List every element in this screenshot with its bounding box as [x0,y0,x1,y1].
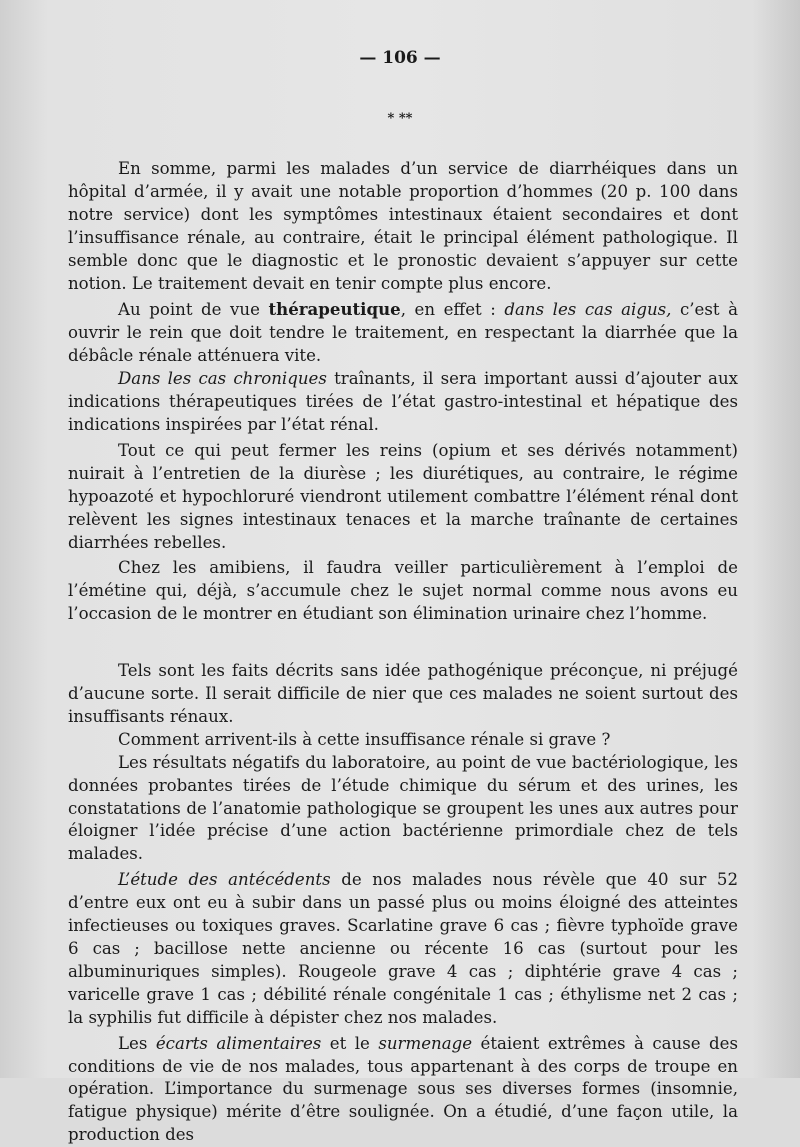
text-run: étaient extrêmes à cause des conditions de vie de nos malades, tous appartenant à des corps de troupe en opération. L’importance du surmenage sous ses diverses formes (insomnie, fatigue physique) mérite d’être soulignée. On a étudié, d’une façon utile, la production des [68,1033,738,1145]
text-run: traînants, il sera important aussi d’ajouter aux indications thérapeutiques tirées de l’état gastro-intestinal et hépatique des indications inspirées par l’état rénal. [68,369,738,434]
page-number: — 106 — [359,48,441,68]
paragraph: Comment arrivent-ils à cette insuffisance rénale si grave ? [118,729,611,749]
paragraph: En somme, parmi les malades d’un service de diarrhéiques dans un hôpital d’armée, il y avait une notable proportion d’hommes (20 p. 100 dans notre service) dont les symptômes intestinaux étaient secondaires et dont l’insuffisance rénale, au contraire, était le principal élément pathologique. Il semble donc que le diagnostic et le pronostic devaient s’appuyer sur cette notion. Le traitement devait en tenir compte plus encore. [68,159,738,293]
italic-text: surmenage [378,1033,473,1053]
italic-text: L’étude des antécédents [118,870,331,890]
paragraph: Chez les amibiens, il faudra veiller particulièrement à l’emploi de l’émétine qui, déjà, s’accumule chez le sujet normal comme nous avons eu l’occasion de le montrer en étudiant son élimination urinaire chez l’homme. [68,558,738,624]
paragraph [68,1033,738,1147]
text-run: c’est à ouvrir le rein que doit tendre le traitement, en respectant la diarrhée que la débâcle rénale atténuera vite. [68,300,739,366]
paragraph: Tout ce qui peut fermer les reins (opium et ses dérivés notamment) nuirait à l’entretien de la diurèse ; les diurétiques, au contraire, le régime hypoazoté et hypochloruré viendront utilement combattre l’élément rénal dont relèvent les signes intestinaux tenaces et la marche traînante de certaines diarrhées rebelles. [68,440,738,552]
paragraph [68,869,738,1029]
italic-text: dans les cas aigus, [504,300,672,320]
section-separator [0,113,800,124]
bold-text: thérapeutique [268,299,401,320]
text-run: et le [321,1033,379,1053]
paragraph: Les résultats négatifs du laboratoire, au point de vue bactériologique, les données probantes tirées de l’étude chimique du sérum et des urines, les constatations de l’anatomie pathologique se groupent les unes aux autres pour éloigner l’idée précise d’une action bactérienne primordiale chez de tels malades. [68,752,738,864]
italic-text: Dans les cas chroniques [118,369,327,389]
body-text [68,158,738,1147]
separator-asterisks: * ** [387,111,413,126]
text-run: , en effet : [400,300,505,320]
text-run: Les [118,1033,156,1053]
italic-text: écarts alimentaires [155,1033,322,1053]
text-run: de nos malades nous révèle que 40 sur 52 d’entre eux ont eu à subir dans un passé plus ou moins éloigné des atteintes infectieuses ou toxiques graves. Scarlatine grave 6 cas ; fièvre typhoïde grave 6 cas ; bacillose nette ancienne ou récente 16 cas (surtout pour les albuminuriques simples). Rougeole grave 4 cas ; diphtérie grave 4 cas ; varicelle grave 1 cas ; débilité rénale congénitale 1 cas ; éthylisme net 2 cas ; la syphilis fut difficile à dépister chez nos malades. [68,870,739,1027]
paragraph: Tels sont les faits décrits sans idée pathogénique préconçue, ni préjugé d’aucune sorte. Il serait difficile de nier que ces malades ne soient surtout des insuffisants rénaux. [68,661,738,726]
paragraph [68,298,738,368]
text-run: Au point de vue [118,300,269,320]
paragraph [68,368,738,437]
